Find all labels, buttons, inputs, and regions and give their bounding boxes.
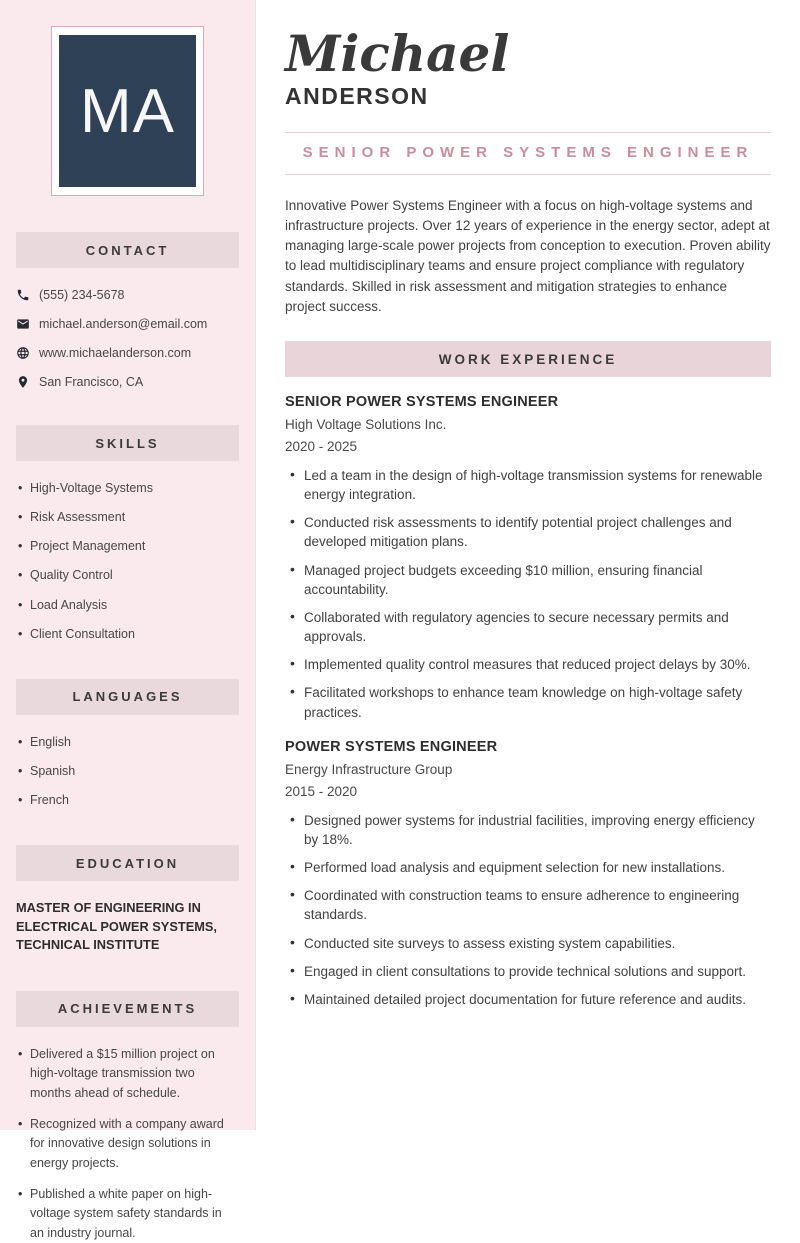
bullet-item: • Managed project budgets exceeding $10 million, ensuring financial accountability. bbox=[285, 561, 771, 599]
language-item: • French bbox=[18, 791, 239, 809]
bullet-item: • Performed load analysis and equipment selection for new installations. bbox=[285, 858, 771, 877]
main-content bbox=[256, 0, 800, 1130]
contact-row-email bbox=[16, 317, 239, 331]
last-name: ANDERSON bbox=[285, 82, 429, 109]
language-item: • English bbox=[18, 733, 239, 751]
email-value: michael.anderson@email.com bbox=[39, 317, 208, 331]
bullet-item: • Coordinated with construction teams to ensure adherence to engineering standards. bbox=[285, 886, 771, 924]
languages-list bbox=[0, 715, 255, 809]
skills-list bbox=[0, 461, 255, 643]
summary-text: Innovative Power Systems Engineer with a focus on high-voltage systems and infrastructure projects. Over 12 years of experience in the energy sector, adept at managing large-scale power projects from conception to execution. Proven ability to lead multidisciplinary teams and ensure project compliance with regulatory standards. Skilled in risk assessment and mitigation strategies to enhance project success. bbox=[285, 197, 771, 314]
bullet-item: • Facilitated workshops to enhance team knowledge on high-voltage safety practices. bbox=[285, 683, 771, 721]
initials-text: MA bbox=[80, 76, 175, 146]
job-title-text: SENIOR POWER SYSTEMS ENGINEER bbox=[302, 143, 754, 161]
skill-item: • Quality Control bbox=[18, 566, 239, 584]
skill-item: • Risk Assessment bbox=[18, 508, 239, 526]
sidebar bbox=[0, 0, 256, 1240]
job-entry-2 bbox=[285, 739, 771, 1009]
achievements-list bbox=[0, 1027, 255, 1243]
education-section bbox=[0, 845, 255, 955]
contact-section bbox=[0, 232, 255, 389]
bullet-item: • Designed power systems for industrial facilities, improving energy efficiency by 18%. bbox=[285, 811, 771, 849]
bullet-item: • Maintained detailed project documentation for future reference and audits. bbox=[285, 990, 771, 1009]
initials-box bbox=[59, 35, 196, 187]
education-degree: MASTER OF ENGINEERING IN ELECTRICAL POWER SYSTEMS, TECHNICAL INSTITUTE bbox=[16, 900, 217, 953]
skill-item: • Load Analysis bbox=[18, 596, 239, 614]
photo-frame bbox=[51, 26, 204, 196]
job-dates: 2020 - 2025 bbox=[285, 439, 358, 454]
bullet-item: • Led a team in the design of high-voltage transmission systems for renewable energy integration. bbox=[285, 466, 771, 504]
achievement-item: • Recognized with a company award for innovative design solutions in energy projects. bbox=[18, 1115, 239, 1173]
contact-row-location bbox=[16, 375, 239, 389]
achievement-item: • Published a white paper on high-voltage system safety standards in an industry journal. bbox=[18, 1185, 239, 1243]
skill-item: • Client Consultation bbox=[18, 625, 239, 643]
bullet-item: • Collaborated with regulatory agencies to secure necessary permits and approvals. bbox=[285, 608, 771, 646]
email-icon bbox=[16, 317, 30, 331]
skills-section bbox=[0, 425, 255, 643]
skill-item: • Project Management bbox=[18, 537, 239, 555]
bullet-item: • Conducted risk assessments to identify potential project challenges and developed mitigation plans. bbox=[285, 513, 771, 551]
bullet-item: • Implemented quality control measures that reduced project delays by 30%. bbox=[285, 655, 771, 674]
achievements-header: ACHIEVEMENTS bbox=[16, 991, 239, 1027]
languages-header: LANGUAGES bbox=[16, 679, 239, 715]
job-company: High Voltage Solutions Inc. bbox=[285, 417, 447, 432]
phone-icon bbox=[16, 288, 30, 302]
job-title-band bbox=[285, 132, 771, 175]
achievements-section bbox=[0, 991, 255, 1243]
contact-header: CONTACT bbox=[16, 232, 239, 268]
job-title: SENIOR POWER SYSTEMS ENGINEER bbox=[285, 394, 559, 410]
contact-row-website bbox=[16, 346, 239, 360]
globe-icon bbox=[16, 346, 30, 360]
language-item: • Spanish bbox=[18, 762, 239, 780]
job-bullets bbox=[285, 466, 771, 722]
website-value: www.michaelanderson.com bbox=[39, 346, 192, 360]
phone-value: (555) 234-5678 bbox=[39, 288, 125, 302]
skills-header: SKILLS bbox=[16, 425, 239, 461]
job-company: Energy Infrastructure Group bbox=[285, 761, 453, 777]
contact-row-phone bbox=[16, 288, 239, 302]
bullet-item: • Engaged in client consultations to provide technical solutions and support. bbox=[285, 962, 771, 981]
achievement-item: • Delivered a $15 million project on high-voltage transmission two months ahead of schedule. bbox=[18, 1045, 239, 1103]
job-title: POWER SYSTEMS ENGINEER bbox=[285, 738, 498, 755]
languages-section bbox=[0, 679, 255, 809]
education-header: EDUCATION bbox=[16, 845, 239, 881]
contact-list bbox=[0, 268, 255, 389]
skill-item: • High-Voltage Systems bbox=[18, 479, 239, 497]
location-icon bbox=[16, 375, 30, 389]
first-name: Michael bbox=[285, 24, 510, 83]
location-value: San Francisco, CA bbox=[39, 375, 144, 389]
work-experience-banner: WORK EXPERIENCE bbox=[285, 341, 771, 377]
bullet-item: • Conducted site surveys to assess existing system capabilities. bbox=[285, 934, 771, 953]
job-bullets bbox=[285, 811, 771, 1009]
job-dates: 2015 - 2020 bbox=[285, 783, 358, 799]
job-entry-1 bbox=[285, 394, 771, 722]
